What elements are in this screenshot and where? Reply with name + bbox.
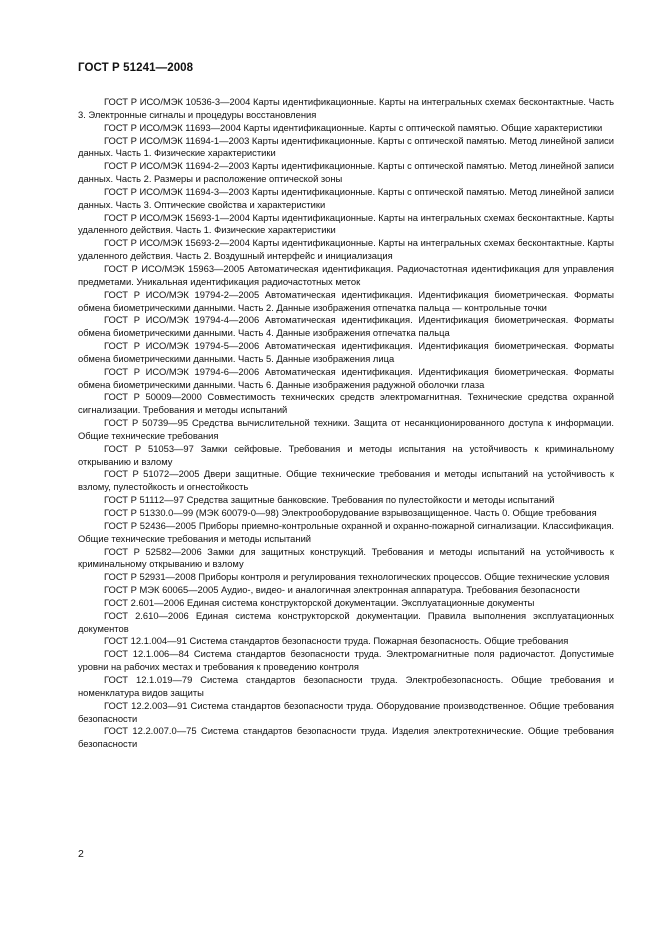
reference-item: ГОСТ Р ИСО/МЭК 15963—2005 Автоматическая идентификация. Радиочастотная идентификация для управления предметами. Уникальная идентификация радиочастотных меток [78, 262, 614, 287]
reference-item: ГОСТ Р 50739—95 Средства вычислительной техники. Защита от несанкционированного доступа к информации. Общие технические требования [78, 417, 614, 441]
reference-item: ГОСТ Р 51072—2005 Двери защитные. Общие технические требования и методы испытаний на устойчивость к взлому, пулестойкость и огнестойкость [78, 468, 614, 493]
reference-item: ГОСТ 12.2.007.0—75 Система стандартов безопасности труда. Изделия электротехнические. Общие требования безопасности [78, 725, 614, 750]
reference-item: ГОСТ 2.601—2006 Единая система конструкторской документации. Эксплуатационные документы [104, 596, 535, 608]
reference-item: ГОСТ 12.1.019—79 Система стандартов безопасности труда. Электробезопасность. Общие требования и номенклатура видов защиты [78, 673, 614, 698]
reference-item: ГОСТ Р ИСО/МЭК 11693—2004 Карты идентификационные. Карты с оптической памятью. Общие характеристики [104, 121, 603, 133]
document-header: ГОСТ Р 51241—2008 [78, 62, 194, 74]
reference-item: ГОСТ Р 52931—2008 Приборы контроля и регулирования технологических процессов. Общие технические условия [104, 571, 610, 583]
reference-item: ГОСТ Р ИСО/МЭК 11694-3—2003 Карты идентификационные. Карты с оптической памятью. Метод линейной записи данных. Часть 3. Оптические свойства и характеристики [78, 185, 614, 210]
reference-item: ГОСТ Р ИСО/МЭК 15693-1—2004 Карты идентификационные. Карты на интегральных схемах бесконтактные. Карты удаленного действия. Часть 1. Физические характеристики [78, 211, 614, 236]
reference-item: ГОСТ 2.610—2006 Единая система конструкторской документации. Правила выполнения эксплуатационных документов [78, 609, 614, 634]
reference-item: ГОСТ Р 51112—97 Средства защитные банковские. Требования по пулестойкости и методы испытаний [104, 494, 555, 506]
reference-item: ГОСТ Р МЭК 60065—2005 Аудио-, видео- и аналогичная электронная аппаратура. Требования безопасности [104, 584, 580, 596]
reference-item: ГОСТ Р ИСО/МЭК 19794-2—2005 Автоматическая идентификация. Идентификация биометрическая. Форматы обмена биометрическими данными. Часть 2. Данные изображения отпечатка пальца — контрольные точки [78, 288, 614, 313]
reference-item: ГОСТ 12.1.004—91 Система стандартов безопасности труда. Пожарная безопасность. Общие требования [104, 635, 569, 647]
references-list [78, 96, 614, 751]
reference-item: ГОСТ Р ИСО/МЭК 11694-2—2003 Карты идентификационные. Карты с оптической памятью. Метод линейной записи данных. Часть 2. Размеры и расположение оптической зоны [78, 160, 614, 185]
reference-item: ГОСТ 12.2.003—91 Система стандартов безопасности труда. Оборудование производственное. Общие требования безопасности [78, 699, 614, 724]
reference-item: ГОСТ Р ИСО/МЭК 19794-6—2006 Автоматическая идентификация. Идентификация биометрическая. Форматы обмена биометрическими данными. Часть 6. Данные изображения радужной оболочки глаза [78, 365, 614, 390]
reference-item: ГОСТ Р ИСО/МЭК 10536-3—2004 Карты идентификационные. Карты на интегральных схемах бесконтактные. Часть 3. Электронные сигналы и процедуры восстановления [78, 96, 614, 120]
reference-item: ГОСТ Р 52582—2006 Замки для защитных конструкций. Требования и методы испытаний на устойчивость к криминальному открыванию и взлому [78, 545, 614, 570]
reference-item: ГОСТ Р ИСО/МЭК 15693-2—2004 Карты идентификационные. Карты на интегральных схемах бесконтактные. Карты удаленного действия. Часть 2. Воздушный интерфейс и инициализация [78, 237, 614, 262]
reference-item: ГОСТ Р 51330.0—99 (МЭК 60079-0—98) Электрооборудование взрывозащищенное. Часть 0. Общие требования [104, 507, 597, 518]
reference-item: ГОСТ Р ИСО/МЭК 11694-1—2003 Карты идентификационные. Карты с оптической памятью. Метод линейной записи данных. Часть 1. Физические характеристики [78, 134, 614, 159]
page-number: 2 [78, 848, 84, 860]
reference-item: ГОСТ Р 52436—2005 Приборы приемно-контрольные охранной и охранно-пожарной сигнализации. Классификация. Общие технические требования и методы испытаний [78, 519, 614, 544]
reference-item: ГОСТ Р 51053—97 Замки сейфовые. Требования и методы испытания на устойчивость к криминальному открыванию и взлому [78, 442, 614, 467]
reference-item: ГОСТ Р ИСО/МЭК 19794-5—2006 Автоматическая идентификация. Идентификация биометрическая. Форматы обмена биометрическими данными. Часть 5. Данные изображения лица [78, 340, 614, 364]
reference-item: ГОСТ Р ИСО/МЭК 19794-4—2006 Автоматическая идентификация. Идентификация биометрическая. Форматы обмена биометрическими данными. Часть 4. Данные изображения отпечатка пальца [78, 314, 614, 339]
reference-item: ГОСТ Р 50009—2000 Совместимость технических средств электромагнитная. Технические средства охранной сигнализации. Требования и методы испытаний [78, 391, 614, 416]
reference-item: ГОСТ 12.1.006—84 Система стандартов безопасности труда. Электромагнитные поля радиочастот. Допустимые уровни на рабочих местах и требования к проведению контроля [78, 648, 614, 673]
